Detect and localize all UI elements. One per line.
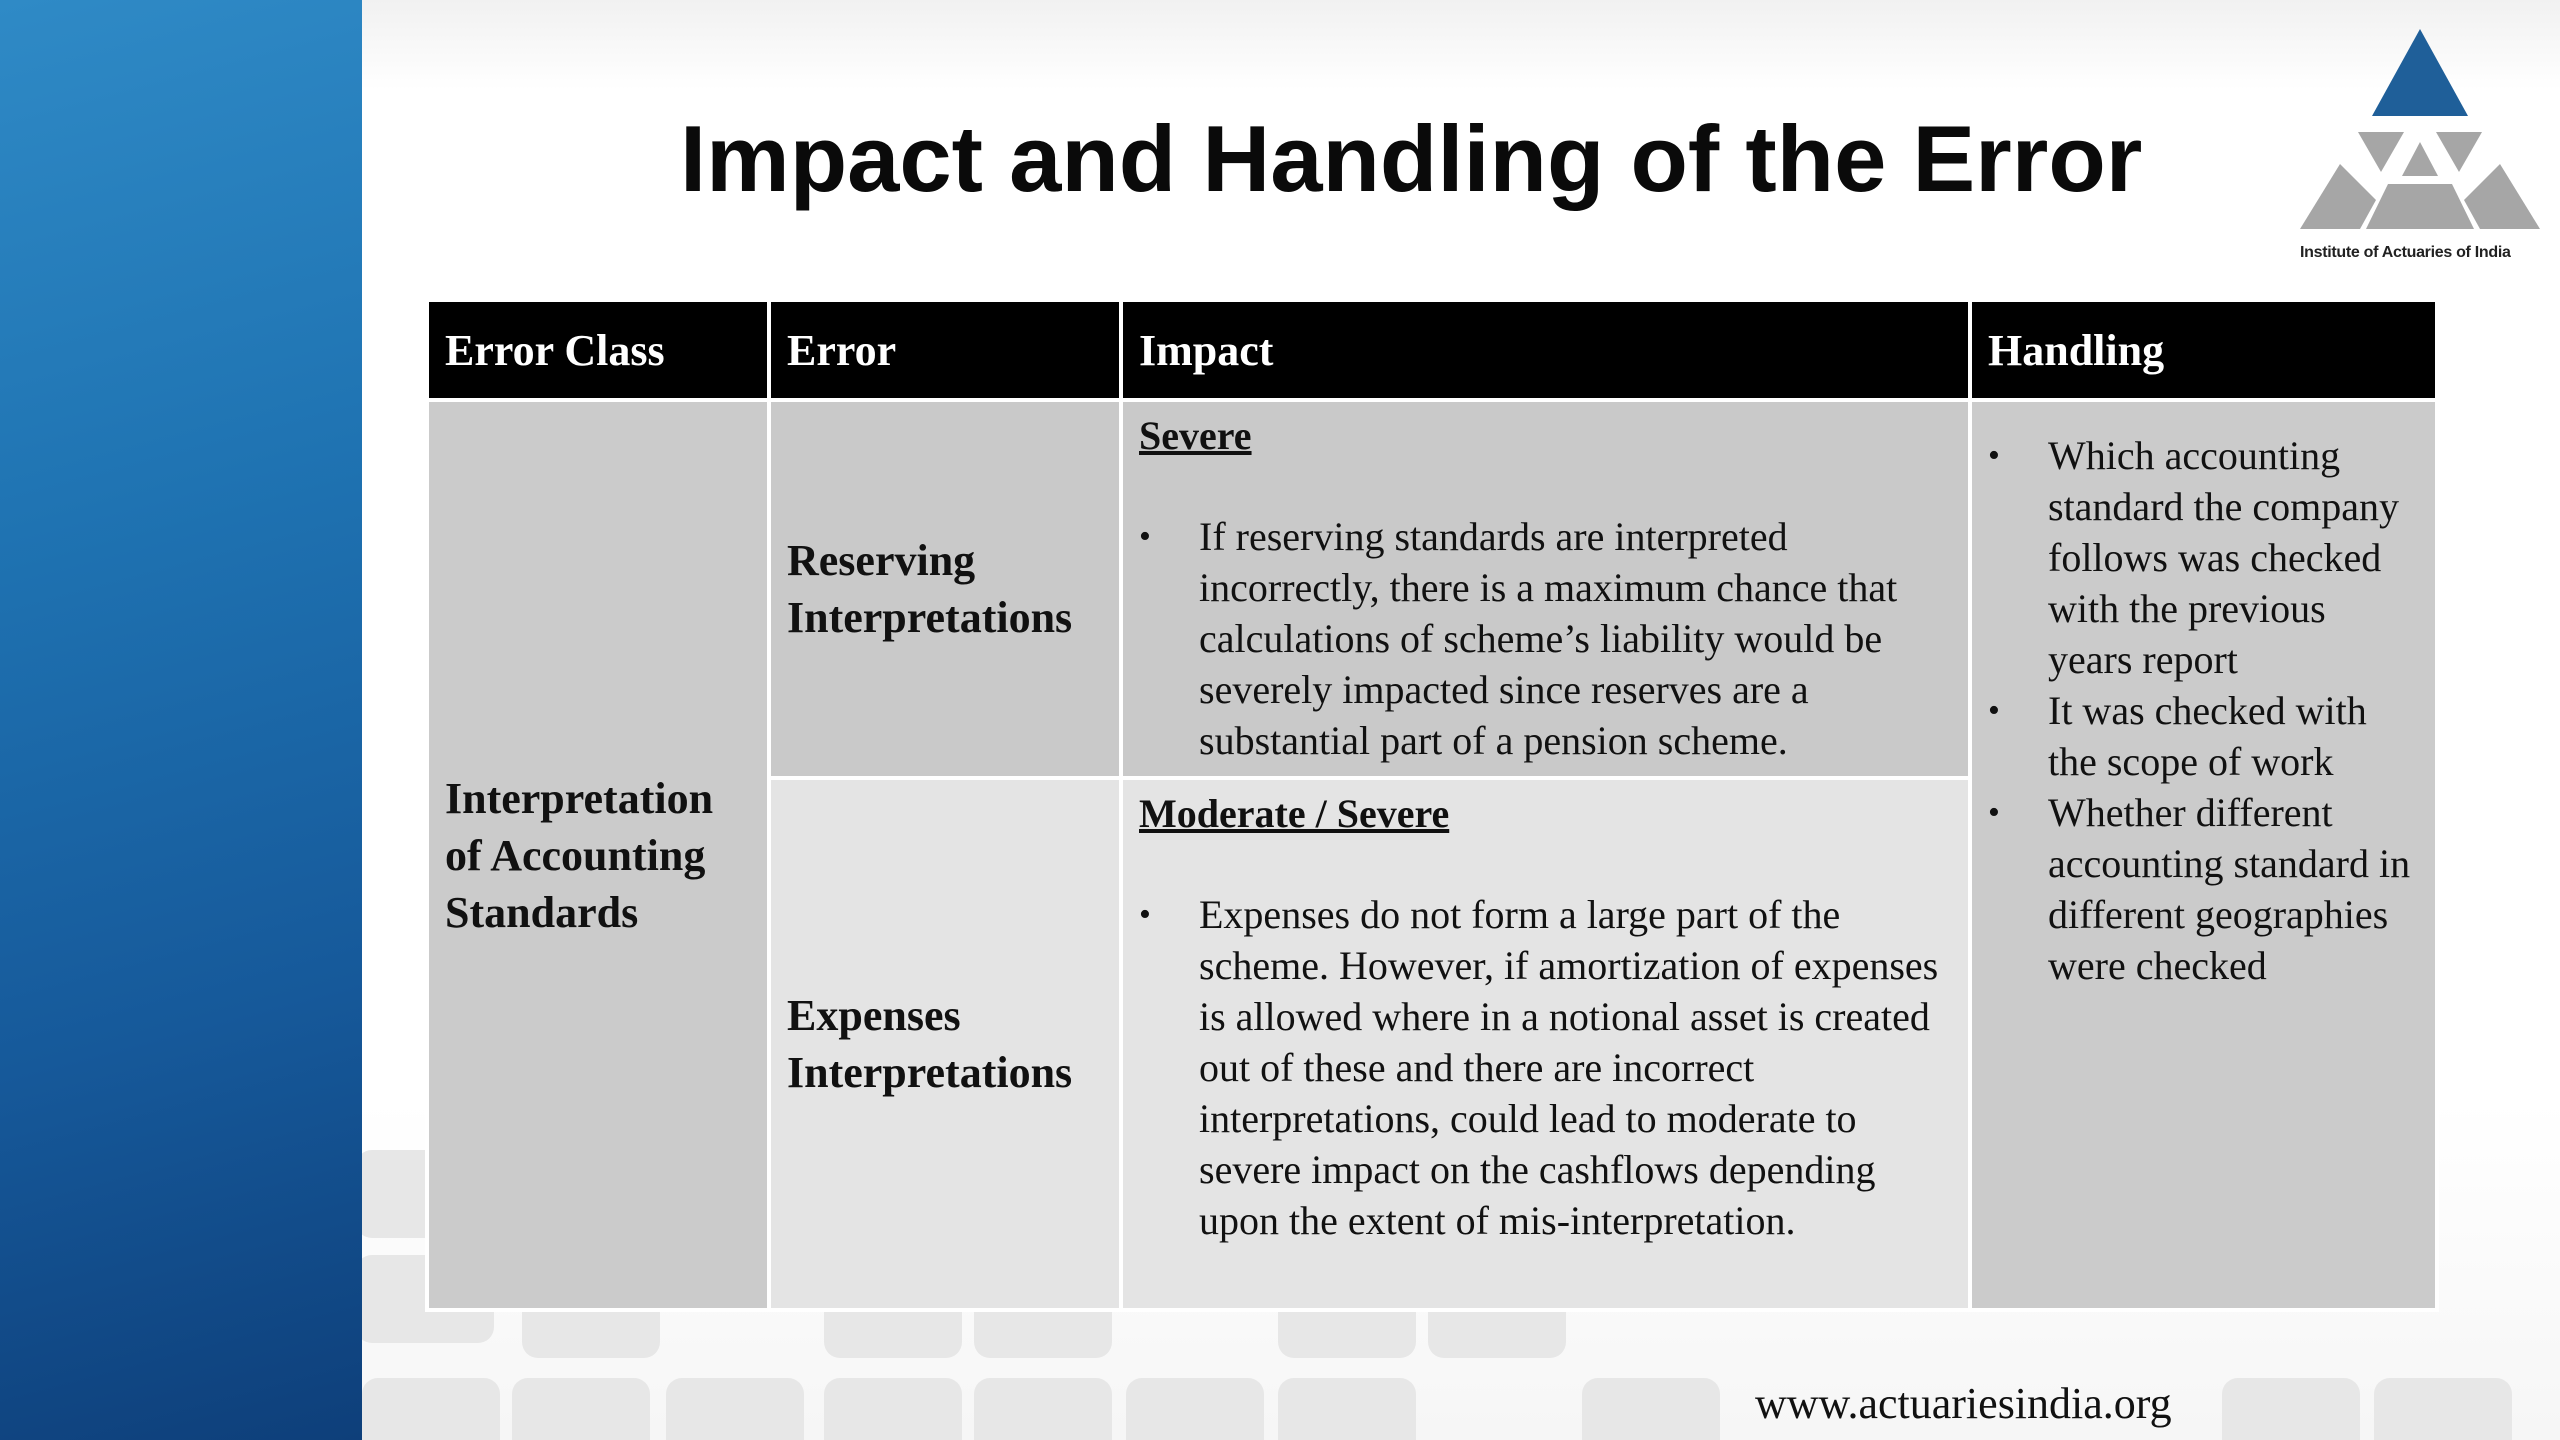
handling-cell — [1970, 400, 2437, 1310]
background-tile — [2222, 1378, 2360, 1440]
impact-cell-reserving — [1121, 400, 1970, 778]
background-tile — [1582, 1378, 1720, 1440]
background-tile — [824, 1378, 962, 1440]
header-error: Error — [769, 300, 1121, 400]
impact-cell-expenses — [1121, 778, 1970, 1310]
background-tile — [362, 1378, 500, 1440]
list-item: • It was checked with the scope of work — [1988, 685, 2419, 787]
error-class-cell: Interpretation of Accounting Standards — [427, 400, 769, 1310]
header-handling: Handling — [1970, 300, 2437, 400]
table-row — [427, 400, 2437, 778]
severity-label: Severe — [1139, 413, 1252, 458]
header-error-class: Error Class — [427, 300, 769, 400]
slide-title: Impact and Handling of the Error — [680, 106, 2143, 211]
list-item: • Which accounting standard the company follows was checked with the previous years report — [1988, 430, 2419, 685]
handling-list — [1988, 430, 2419, 991]
background-tile — [512, 1378, 650, 1440]
left-blue-panel — [0, 0, 362, 1440]
logo-caption: Institute of Actuaries of India — [2300, 244, 2511, 261]
background-tile — [666, 1378, 804, 1440]
background-tile — [1126, 1378, 1264, 1440]
impact-list — [1139, 511, 1952, 766]
error-table — [425, 298, 2439, 1312]
institute-logo — [2290, 24, 2550, 274]
list-item: • If reserving standards are interpreted incorrectly, there is a maximum chance that calculations of scheme’s liability would be severely impacted since reserves are a substantial part of a pension scheme. — [1139, 511, 1952, 766]
website-url: www.actuariesindia.org — [1755, 1379, 2172, 1428]
table-header-row — [427, 300, 2437, 400]
background-tile — [974, 1378, 1112, 1440]
list-item: • Whether different accounting standard in different geographies were checked — [1988, 787, 2419, 991]
impact-list — [1139, 889, 1952, 1246]
background-tile — [1278, 1378, 1416, 1440]
list-item: • Expenses do not form a large part of the scheme. However, if amortization of expenses is allowed where in a notional asset is created out of these and there are incorrect interpretations, could lead to moderate to severe impact on the cashflows depending upon the extent of mis-interpretation. — [1139, 889, 1952, 1246]
error-cell-expenses: Expenses Interpretations — [769, 778, 1121, 1310]
background-tile — [2374, 1378, 2512, 1440]
header-impact: Impact — [1121, 300, 1970, 400]
error-cell-reserving: Reserving Interpretations — [769, 400, 1121, 778]
severity-label: Moderate / Severe — [1139, 791, 1450, 836]
